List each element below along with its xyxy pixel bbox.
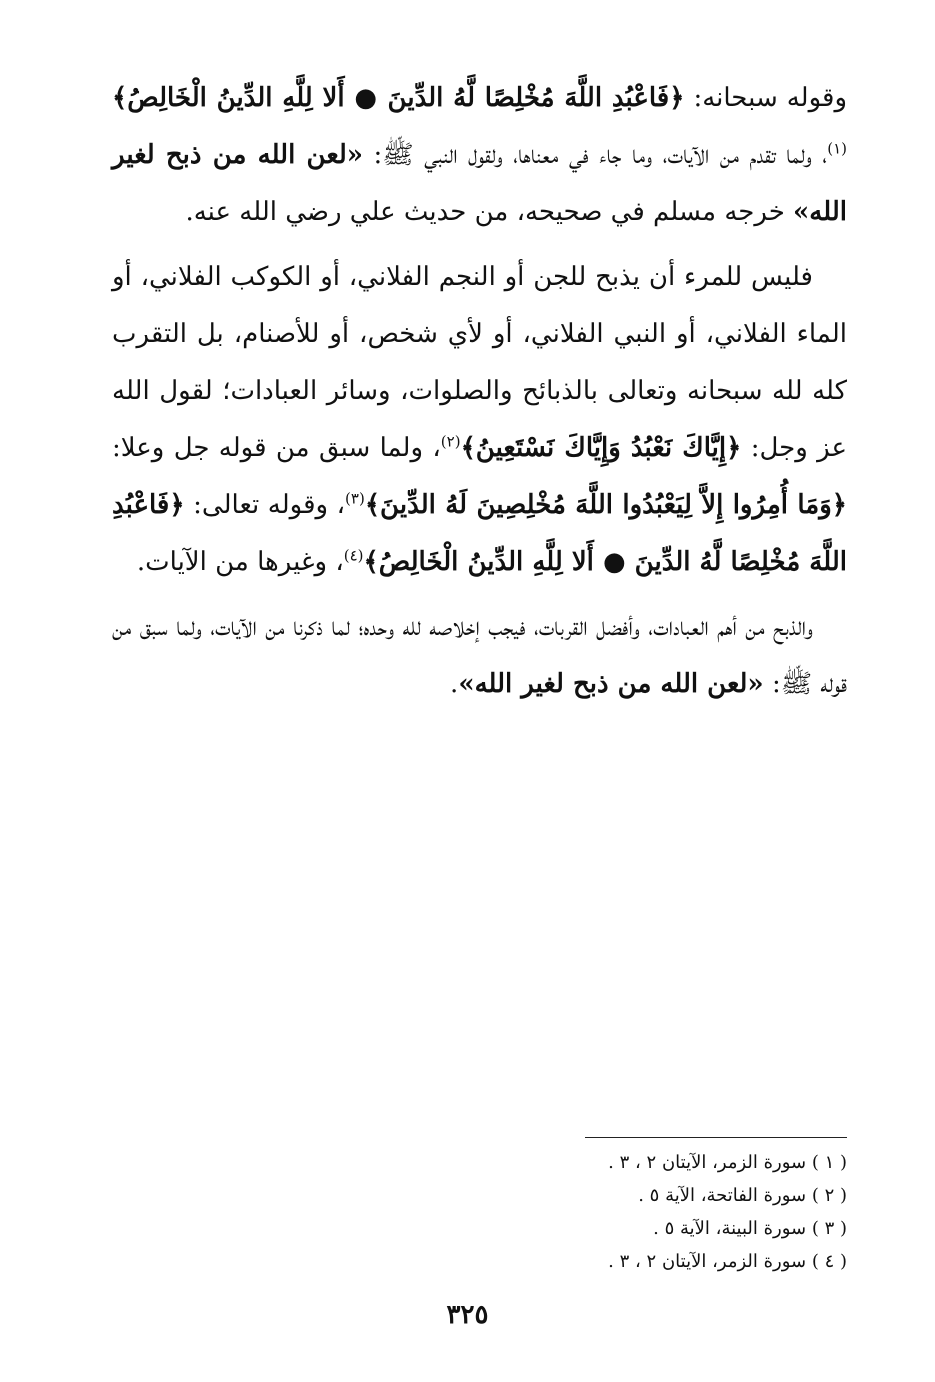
text-segment: فليس للمرء أن يذبح للجن أو النجم الفلاني، أو الكوكب الفلاني، أو الماء الفلاني، أو النبي الفلاني، أو لأي شخص، أو للأصنام، بل التقرب كله لله سبحانه وتعالى بالذبائح والصلوات، وسائر العبادات؛ لقول الله عز وجل: <box>112 262 847 463</box>
footnotes <box>467 1146 847 1278</box>
paragraph-3 <box>112 599 847 713</box>
text-segment: ، ولما تقدم من الآيات، وما جاء في معناها، ولقول النبي ﷺ: <box>363 140 828 170</box>
footnote-ref: (٣) <box>345 489 365 508</box>
quran-verse: ﴿وَمَا أُمِرُوا إِلاَّ لِيَعْبُدُوا اللَّهَ مُخْلِصِينَ لَهُ الدِّينَ﴾ <box>364 490 847 520</box>
footnote-2: ( ٢ ) سورة الفاتحة، الآية ٥ . <box>638 1185 847 1206</box>
hadith-quote: «لعن الله من ذبح لغير الله» <box>112 140 847 227</box>
quran-verse: ﴿فَاعْبُدِ اللَّهَ مُخْلِصًا لَّهُ الدِّينَ ● أَلا لِلَّهِ الدِّينُ الْخَالِصُ﴾ <box>112 490 847 577</box>
paragraph-1 <box>112 70 847 241</box>
hadith-quote: «لعن الله من ذبح لغير الله» <box>458 669 764 699</box>
footnote-3: ( ٣ ) سورة البينة، الآية ٥ . <box>653 1218 847 1239</box>
text-segment: ، وغيرها من الآيات. <box>136 547 344 577</box>
page-number: ٣٢٥ <box>446 1300 489 1330</box>
text-segment: وقوله سبحانه: <box>684 83 847 113</box>
main-text <box>112 70 847 713</box>
paragraph-2 <box>112 249 847 591</box>
text-segment: والذبح من أهم العبادات، وأفضل القربات، فيجب إخلاصه لله وحده؛ لما ذكرنا من الآيات، ولما سبق من قوله ﷺ: <box>112 612 847 699</box>
footnote-4: ( ٤ ) سورة الزمر، الآيتان ٢ ، ٣ . <box>608 1251 847 1272</box>
text-segment: خرجه مسلم في صحيحه، من حديث علي رضي الله عنه. <box>185 197 794 227</box>
footnote-ref: (٢) <box>440 432 461 451</box>
footnote-ref: (٤) <box>343 546 364 565</box>
footnote-ref: (١) <box>827 139 847 158</box>
quran-verse: ﴿إِيَّاكَ نَعْبُدُ وَإِيَّاكَ نَسْتَعِينُ﴾ <box>460 433 742 463</box>
text-segment: ، ولما سبق من قوله جل وعلا: <box>112 433 441 463</box>
footnote-separator <box>585 1137 847 1138</box>
text-segment: ، وقوله تعالى: <box>184 490 346 520</box>
footnote-1: ( ١ ) سورة الزمر، الآيتان ٢ ، ٣ . <box>608 1152 847 1173</box>
quran-verse: ﴿فَاعْبُدِ اللَّهَ مُخْلِصًا لَّهُ الدِّينَ ● أَلا لِلَّهِ الدِّينُ الْخَالِصُ﴾ <box>112 83 685 113</box>
text-segment: . <box>450 669 459 699</box>
